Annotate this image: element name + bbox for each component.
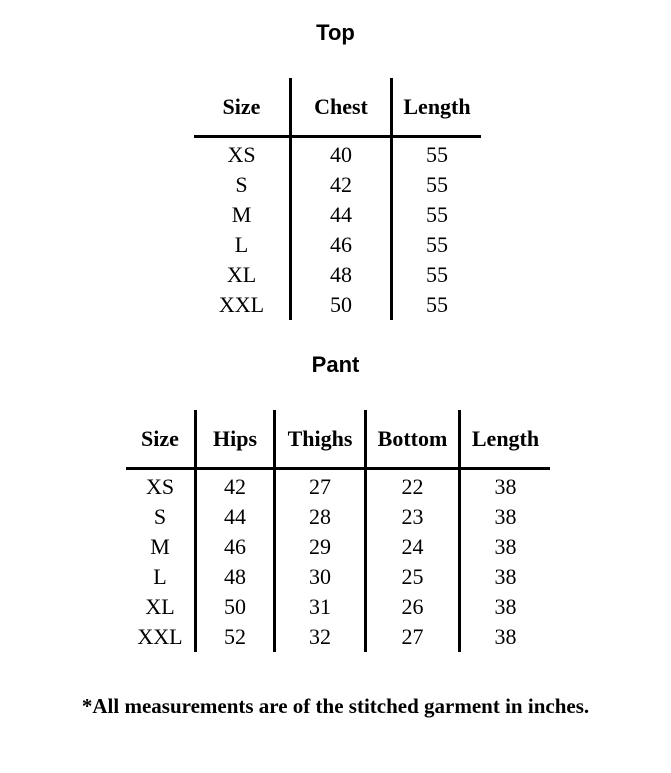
pant-cell-bottom: 22: [366, 469, 460, 503]
top-header-length: Length: [392, 78, 482, 137]
pant-cell-bottom: 25: [366, 562, 460, 592]
pant-header-row: [126, 410, 550, 469]
pant-cell-hips: 46: [196, 532, 275, 562]
pant-cell-thighs: 30: [275, 562, 366, 592]
pant-cell-length: 38: [460, 622, 551, 652]
top-cell-length: 55: [392, 170, 482, 200]
top-cell-length: 55: [392, 200, 482, 230]
pant-cell-thighs: 32: [275, 622, 366, 652]
top-cell-chest: 40: [291, 137, 392, 171]
pant-header-bottom: Bottom: [366, 410, 460, 469]
pant-cell-hips: 42: [196, 469, 275, 503]
top-cell-size: S: [235, 172, 248, 197]
top-cell-size: XS: [227, 142, 256, 167]
pant-cell-length: 38: [460, 532, 551, 562]
pant-cell-size: XS: [145, 474, 175, 499]
top-cell-chest: 42: [291, 170, 392, 200]
measurement-footnote: *All measurements are of the stitched garment in inches.: [81, 694, 590, 718]
pant-cell-size: M: [150, 534, 170, 559]
pant-size-table: [126, 410, 550, 652]
pant-header-thighs: Thighs: [275, 410, 366, 469]
pant-cell-hips: 48: [196, 562, 275, 592]
pant-cell-length: 38: [460, 469, 551, 503]
top-header-row: [194, 78, 481, 137]
table-row: [126, 622, 550, 652]
table-row: [194, 170, 481, 200]
pant-cell-size: L: [153, 564, 167, 589]
top-cell-chest: 46: [291, 230, 392, 260]
top-size-table: [194, 78, 481, 320]
table-row: [194, 200, 481, 230]
pant-cell-bottom: 24: [366, 532, 460, 562]
pant-header-length: Length: [460, 410, 551, 469]
top-section-title: Top: [316, 20, 355, 45]
top-cell-length: 55: [392, 260, 482, 290]
table-row: [126, 469, 550, 503]
top-cell-size: XXL: [218, 292, 265, 317]
pant-cell-thighs: 27: [275, 469, 366, 503]
pant-cell-hips: 50: [196, 592, 275, 622]
top-cell-length: 55: [392, 230, 482, 260]
pant-header-size: Size: [126, 410, 196, 469]
table-row: [194, 260, 481, 290]
table-row: [194, 290, 481, 320]
table-row: [126, 532, 550, 562]
top-header-chest: Chest: [291, 78, 392, 137]
pant-cell-length: 38: [460, 562, 551, 592]
pant-section-title: Pant: [311, 352, 360, 377]
table-row: [194, 230, 481, 260]
top-cell-length: 55: [392, 290, 482, 320]
top-header-size: Size: [194, 78, 291, 137]
table-row: [126, 592, 550, 622]
top-cell-size: M: [231, 202, 252, 227]
pant-cell-size: XL: [145, 594, 175, 619]
pant-cell-bottom: 26: [366, 592, 460, 622]
pant-cell-hips: 52: [196, 622, 275, 652]
table-row: [194, 137, 481, 171]
pant-cell-bottom: 23: [366, 502, 460, 532]
pant-cell-thighs: 31: [275, 592, 366, 622]
top-cell-chest: 48: [291, 260, 392, 290]
pant-cell-size: S: [153, 504, 167, 529]
top-cell-chest: 50: [291, 290, 392, 320]
top-cell-size: L: [234, 232, 249, 257]
pant-cell-thighs: 29: [275, 532, 366, 562]
pant-cell-bottom: 27: [366, 622, 460, 652]
table-row: [126, 562, 550, 592]
top-cell-chest: 44: [291, 200, 392, 230]
top-cell-length: 55: [392, 137, 482, 171]
top-cell-size: XL: [226, 262, 257, 287]
pant-cell-length: 38: [460, 502, 551, 532]
pant-cell-length: 38: [460, 592, 551, 622]
table-row: [126, 502, 550, 532]
pant-cell-hips: 44: [196, 502, 275, 532]
pant-header-hips: Hips: [196, 410, 275, 469]
pant-cell-thighs: 28: [275, 502, 366, 532]
pant-cell-size: XXL: [137, 624, 183, 649]
